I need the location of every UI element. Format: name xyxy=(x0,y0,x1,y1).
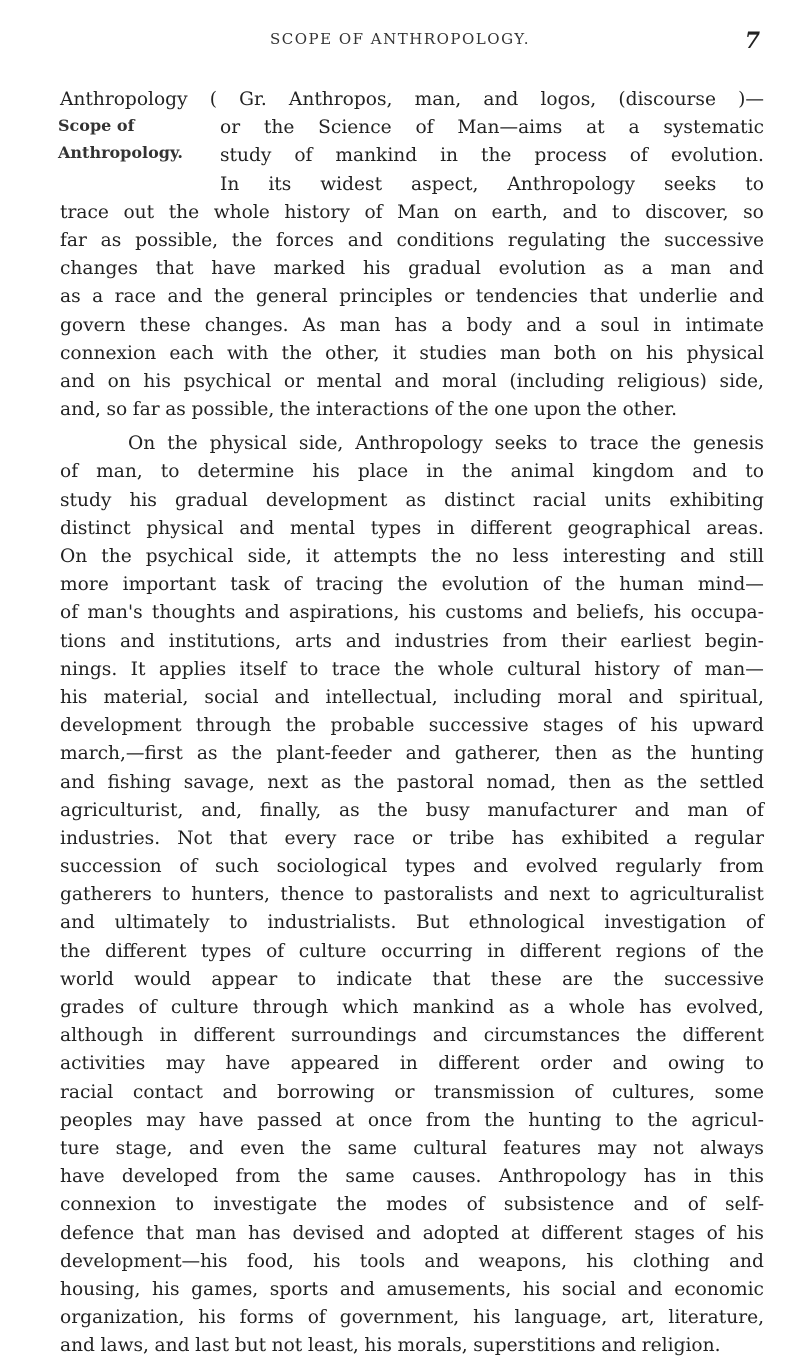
text-line: In its widest aspect, Anthropology seeks to xyxy=(220,173,764,195)
text-line: grades of culture through which mankind as a whole has evolved, xyxy=(60,997,764,1018)
text-line: On the physical side, Anthropology seeks to trace the genesis xyxy=(128,433,764,455)
text-line: tions and institutions, arts and industries from their earliest begin- xyxy=(60,630,764,652)
running-title: SCOPE OF ANTHROPOLOGY. xyxy=(269,30,531,48)
text-line: of man, to determine his place in the animal kingdom and to xyxy=(60,461,764,483)
text-line: defence that man has devised and adopted at different stages of his xyxy=(60,1222,764,1244)
text-line: world would appear to indicate that these are the successive xyxy=(60,968,764,990)
text-line: although in different surroundings and circumstances the different xyxy=(60,1025,764,1047)
text-line: govern these changes. As man has a body and a soul in intimate xyxy=(60,314,764,336)
text-line: connexion to investigate the modes of subsistence and of self- xyxy=(60,1194,764,1216)
text-line: and, so far as possible, the interactions of the one upon the other. xyxy=(60,399,677,421)
text-line: succession of such sociological types and evolved regularly from xyxy=(60,856,764,878)
text-line: distinct physical and mental types in different geographical areas. xyxy=(60,517,764,539)
text-line: nings. It applies itself to trace the whole cultural history of man— xyxy=(60,658,764,680)
body-text xyxy=(60,86,764,1360)
text-line: development—his food, his tools and weapons, his clothing and xyxy=(60,1250,764,1272)
text-line: agriculturist, and, finally, as the busy manufacturer and man of xyxy=(60,799,764,821)
text-line: study of mankind in the process of evolution. xyxy=(220,145,764,167)
text-line: activities may have appeared in different order and owing to xyxy=(60,1053,764,1075)
text-line: as a race and the general principles or tendencies that underlie and xyxy=(60,286,764,308)
text-line: and on his psychical or mental and moral (including religious) side, xyxy=(60,370,764,392)
page-number: 7 xyxy=(744,28,760,54)
margin-note-line: Anthropology. xyxy=(58,143,183,162)
text-line: trace out the whole history of Man on earth, and to discover, so xyxy=(60,201,764,223)
text-line: or the Science of Man—aims at a systematic xyxy=(220,117,764,139)
text-line: more important task of tracing the evolution of the human mind— xyxy=(60,574,764,596)
text-line: study his gradual development as distinct racial units exhibiting xyxy=(60,489,764,511)
text-line: and ultimately to industrialists. But ethnological investigation of xyxy=(60,912,764,934)
text-line: On the psychical side, it attempts the no less interesting and still xyxy=(60,546,764,567)
text-line: gatherers to hunters, thence to pastoralists and next to agriculturalist xyxy=(60,884,764,906)
margin-note-line: Scope of xyxy=(58,116,135,135)
text-line: and fishing savage, next as the pastoral nomad, then as the settled xyxy=(60,771,764,793)
text-line: have developed from the same causes. Anthropology has in this xyxy=(60,1166,764,1188)
text-line: ture stage, and even the same cultural features may not always xyxy=(60,1137,764,1159)
text-line: of man's thoughts and aspirations, his customs and beliefs, his occupa- xyxy=(60,602,764,624)
text-line: connexion each with the other, it studies man both on his physical xyxy=(60,342,764,364)
text-line: his material, social and intellectual, including moral and spiritual, xyxy=(60,686,764,708)
page-header xyxy=(0,30,800,60)
text-line: changes that have marked his gradual evolution as a man and xyxy=(60,258,764,280)
text-line: housing, his games, sports and amusements, his social and economic xyxy=(60,1278,764,1300)
paragraph xyxy=(60,430,764,1360)
text-line: racial contact and borrowing or transmission of cultures, some xyxy=(60,1081,764,1103)
text-line: organization, his forms of government, his language, art, literature, xyxy=(60,1307,764,1329)
text-line: and laws, and last but not least, his morals, superstitions and religion. xyxy=(60,1335,721,1357)
text-line: Anthropology ( Gr. Anthropos, man, and logos, (discourse )— xyxy=(60,89,764,110)
paragraph xyxy=(60,86,764,424)
text-line: march,—first as the plant-feeder and gatherer, then as the hunting xyxy=(60,743,764,765)
text-line: industries. Not that every race or tribe has exhibited a regular xyxy=(60,827,764,849)
text-line: peoples may have passed at once from the hunting to the agricul- xyxy=(60,1109,764,1131)
text-line: development through the probable successive stages of his upward xyxy=(60,715,764,737)
text-line: far as possible, the forces and conditions regulating the successive xyxy=(60,229,764,251)
text-line: the different types of culture occurring in different regions of the xyxy=(60,940,764,962)
